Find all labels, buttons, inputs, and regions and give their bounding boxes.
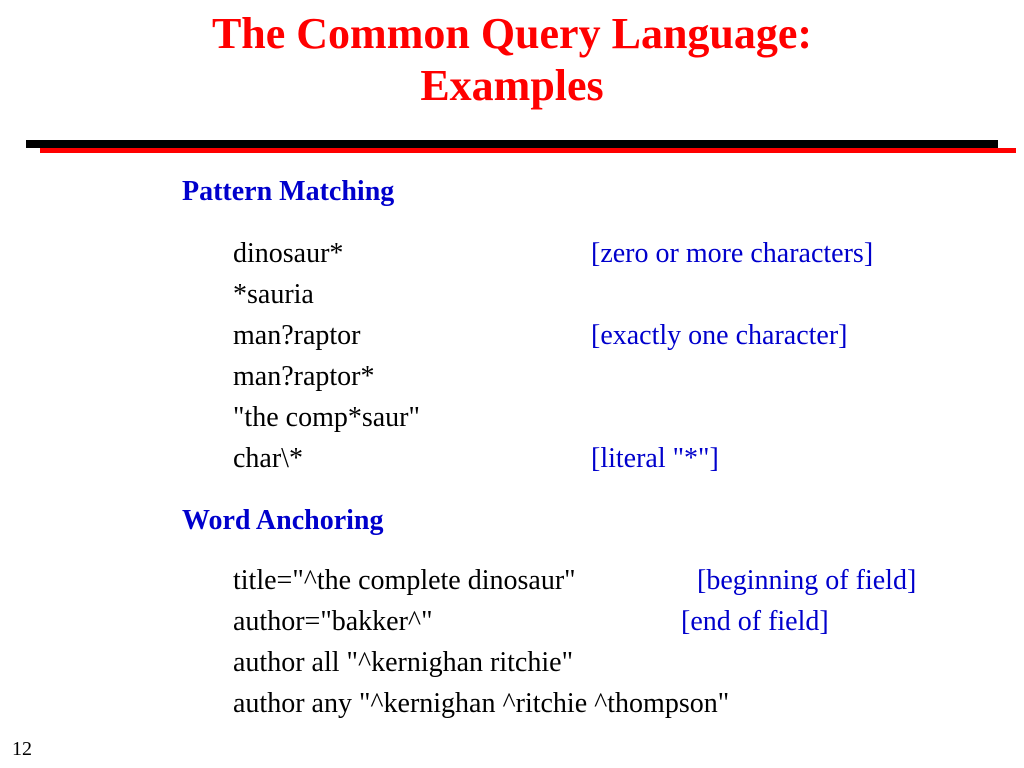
query-row: dinosaur* <box>233 238 344 269</box>
query-row: char\* <box>233 443 303 474</box>
query-row: author any "^kernighan ^ritchie ^thompson" <box>233 688 730 719</box>
section-heading-word-anchoring: Word Anchoring <box>182 505 384 536</box>
title-divider-red <box>40 148 1016 153</box>
query-row: man?raptor <box>233 320 361 351</box>
slide-title <box>0 8 1024 112</box>
slide-title-line-1: The Common Query Language: <box>211 9 813 58</box>
query-note: [beginning of field] <box>697 565 917 596</box>
query-note: [exactly one character] <box>591 320 848 351</box>
page-number: 12 <box>12 738 32 760</box>
query-note: [literal "*"] <box>591 443 719 474</box>
query-row: title="^the complete dinosaur" <box>233 565 576 596</box>
query-note: [end of field] <box>681 606 829 637</box>
query-row: *sauria <box>233 279 314 310</box>
query-row: author="bakker^" <box>233 606 433 637</box>
query-row: author all "^kernighan ritchie" <box>233 647 573 678</box>
query-row: "the comp*saur" <box>233 402 420 433</box>
query-row: man?raptor* <box>233 361 375 392</box>
query-note: [zero or more characters] <box>591 238 874 269</box>
slide-title-line-2: Examples <box>420 61 604 110</box>
title-divider-black <box>26 140 998 148</box>
section-heading-pattern-matching: Pattern Matching <box>182 176 395 207</box>
